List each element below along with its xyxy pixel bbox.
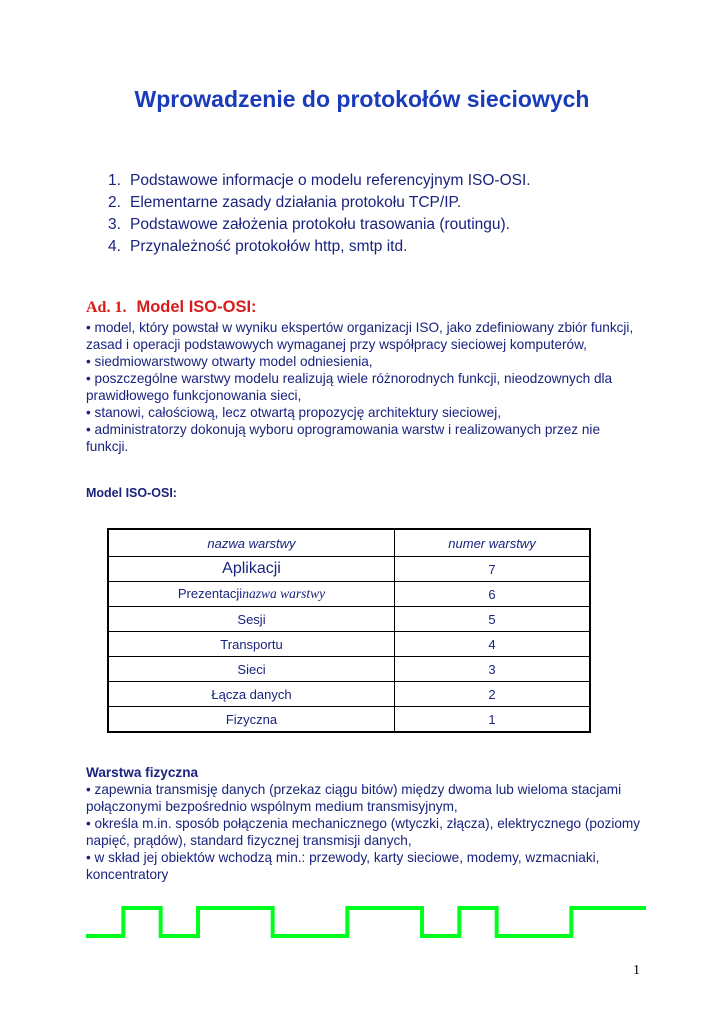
layer-name: Prezentacji bbox=[177, 586, 243, 601]
toc-number: 1. bbox=[108, 172, 121, 189]
toc-text: Elementarne zasady działania protokołu TCP/IP. bbox=[130, 194, 462, 211]
section-title: Model ISO-OSI: bbox=[136, 298, 257, 316]
layer-name-cell bbox=[108, 582, 395, 607]
toc-item bbox=[108, 236, 531, 258]
section-label: Ad. 1. bbox=[86, 299, 127, 316]
table-row bbox=[108, 707, 590, 733]
bullet-item: • w skład jej obiektów wchodzą min.: przewody, karty sieciowe, modemy, wzmacniaki, koncentratory bbox=[86, 850, 600, 882]
bullet-item: • administratorzy dokonują wyboru oprogramowania warstw i realizowanych przez nie funkcji. bbox=[86, 422, 601, 454]
layer-name: Fizyczna bbox=[108, 707, 395, 733]
table-row bbox=[108, 557, 590, 582]
iso-osi-bullet-list bbox=[86, 319, 646, 455]
toc-item bbox=[108, 214, 531, 236]
bullet-item: • określa m.in. sposób połączenia mechanicznego (wtyczki, złącza), elektrycznego (poziomy napięć, prądów), standard fizycznej transmisji danych, bbox=[86, 816, 641, 848]
bullet-item: • model, który powstał w wyniku ekspertów organizacji ISO, jako zdefiniowany zbiór funkcji, zasad i operacji podstawowych wymaganej przy współpracy sieciowej komputerów, bbox=[86, 320, 634, 352]
signal-line bbox=[86, 908, 646, 936]
layer-name-overlay: nazwa warstwy bbox=[242, 586, 326, 601]
layer-name: Sesji bbox=[108, 607, 395, 632]
table-of-contents bbox=[108, 170, 531, 258]
layer-number: 7 bbox=[395, 557, 591, 582]
table-row bbox=[108, 607, 590, 632]
toc-text: Podstawowe założenia protokołu trasowania (routingu). bbox=[130, 216, 510, 233]
layer-name: Sieci bbox=[108, 657, 395, 682]
column-header-number: numer warstwy bbox=[395, 529, 591, 557]
layer-name: Transportu bbox=[108, 632, 395, 657]
table-row bbox=[108, 657, 590, 682]
layer-name: Aplikacji bbox=[108, 557, 395, 582]
toc-number: 4. bbox=[108, 238, 121, 255]
toc-number: 2. bbox=[108, 194, 121, 211]
layer-number: 3 bbox=[395, 657, 591, 682]
table-row bbox=[108, 682, 590, 707]
column-header-name: nazwa warstwy bbox=[108, 529, 395, 557]
digital-signal-waveform bbox=[86, 900, 648, 944]
table-row bbox=[108, 582, 590, 607]
layer-number: 6 bbox=[395, 582, 591, 607]
layer-number: 2 bbox=[395, 682, 591, 707]
toc-item bbox=[108, 170, 531, 192]
page-title: Wprowadzenie do protokołów sieciowych bbox=[134, 86, 590, 112]
table-caption: Model ISO-OSI: bbox=[86, 486, 177, 500]
toc-item bbox=[108, 192, 531, 214]
bullet-item: • zapewnia transmisję danych (przekaz ciągu bitów) między dwoma lub wieloma stacjami połączonymi bezpośrednio wspólnym medium transmisyjnym, bbox=[86, 782, 622, 814]
layer-number: 1 bbox=[395, 707, 591, 733]
table-header-row bbox=[108, 529, 590, 557]
layer-number: 4 bbox=[395, 632, 591, 657]
bullet-item: • poszczególne warstwy modelu realizują wiele różnorodnych funkcji, nieodzownych dla prawidłowego funkcjonowania sieci, bbox=[86, 371, 613, 403]
layer-number: 5 bbox=[395, 607, 591, 632]
layer-name: Łącza danych bbox=[108, 682, 395, 707]
physical-layer-heading: Warstwa fizyczna bbox=[86, 765, 199, 780]
page-number: 1 bbox=[633, 963, 640, 978]
bullet-item: • stanowi, całościową, lecz otwartą propozycję architektury sieciowej, bbox=[86, 405, 502, 420]
bullet-item: • siedmiowarstwowy otwarty model odniesienia, bbox=[86, 354, 373, 369]
toc-number: 3. bbox=[108, 216, 121, 233]
toc-text: Przynależność protokołów http, smtp itd. bbox=[130, 238, 408, 255]
table-row bbox=[108, 632, 590, 657]
physical-layer-bullet-list bbox=[86, 781, 646, 883]
osi-layers-table bbox=[107, 528, 591, 733]
section-heading bbox=[86, 298, 257, 317]
toc-text: Podstawowe informacje o modelu referencyjnym ISO-OSI. bbox=[130, 172, 531, 189]
